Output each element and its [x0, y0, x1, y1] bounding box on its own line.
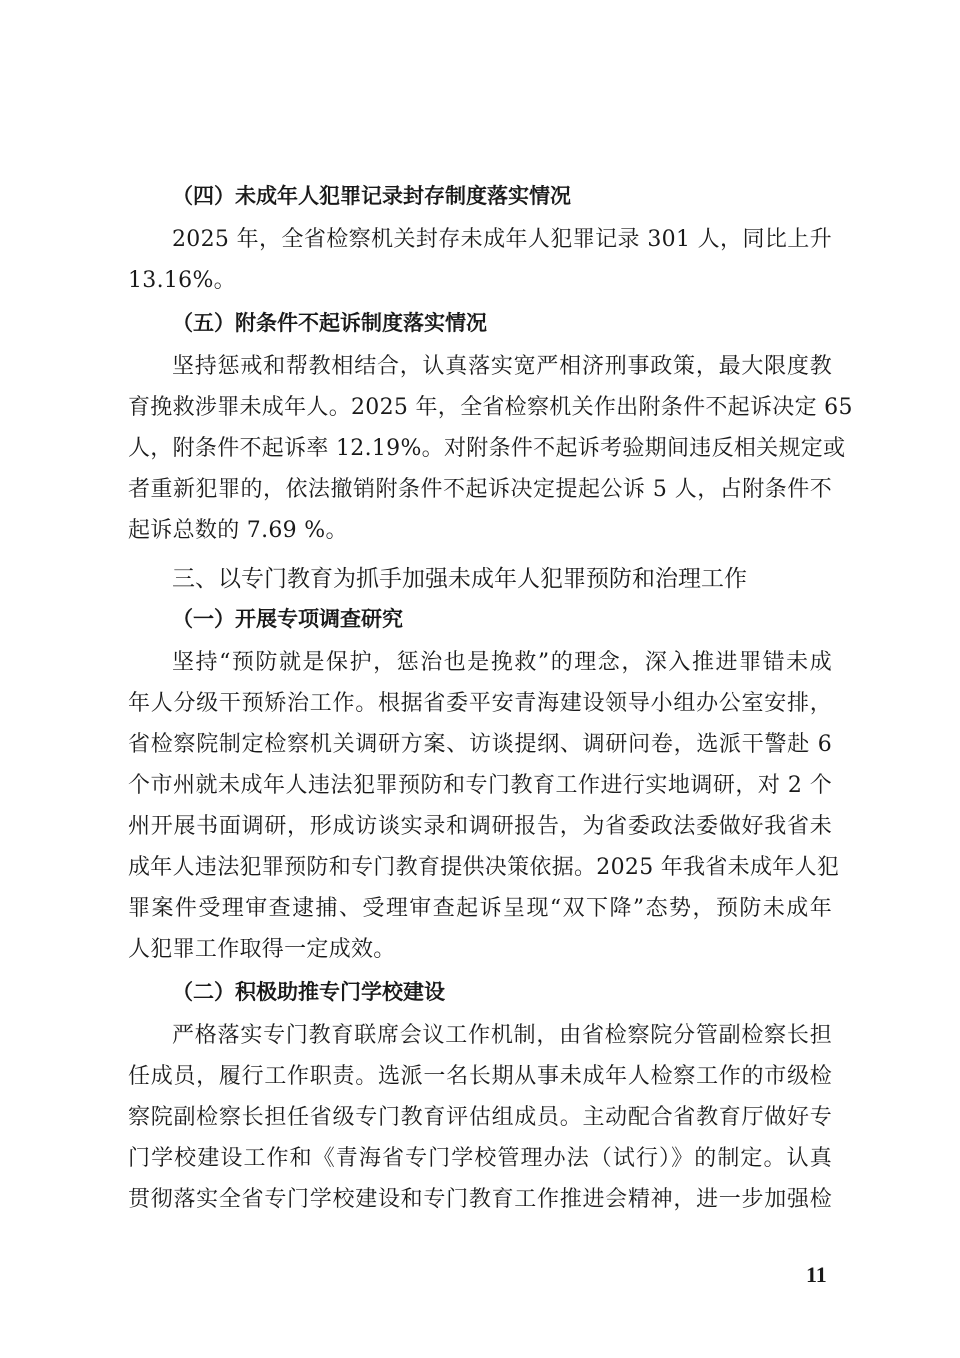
paragraph-line: 严格落实专门教育联席会议工作机制，由省检察院分管副检察长担 — [172, 1023, 832, 1048]
paragraph-line: 13.16%。 — [128, 268, 236, 293]
paragraph-line: 省检察院制定检察机关调研方案、访谈提纲、调研问卷，选派干警赴 6 — [128, 732, 832, 757]
paragraph-line: 2025 年，全省检察机关封存未成年人犯罪记录 301 人，同比上升 — [172, 227, 832, 252]
subsection-heading: （一）开展专项调查研究 — [172, 607, 403, 631]
paragraph-line: 任成员，履行工作职责。选派一名长期从事未成年人检察工作的市级检 — [128, 1064, 832, 1089]
paragraph-line: 育挽救涉罪未成年人。2025 年，全省检察机关作出附条件不起诉决定 65 — [128, 395, 853, 420]
paragraph-line: 贯彻落实全省专门学校建设和专门教育工作推进会精神，进一步加强检 — [128, 1187, 832, 1212]
paragraph — [128, 346, 853, 551]
section-heading: 三、以专门教育为抓手加强未成年人犯罪预防和治理工作 — [172, 566, 747, 592]
paragraph-line: 起诉总数的 7.69 %。 — [128, 518, 348, 543]
subsection-heading: （五）附条件不起诉制度落实情况 — [172, 311, 487, 335]
paragraph-line: 州开展书面调研，形成访谈实录和调研报告，为省委政法委做好我省未 — [128, 814, 832, 839]
paragraph-line: 坚持“预防就是保护，惩治也是挽救”的理念，深入推进罪错未成 — [172, 650, 832, 675]
paragraph — [128, 1015, 832, 1220]
paragraph-line: 年人分级干预矫治工作。根据省委平安青海建设领导小组办公室安排， — [128, 691, 832, 716]
page-content — [128, 176, 853, 1222]
subsection-heading: （二）积极助推专门学校建设 — [172, 980, 445, 1004]
paragraph-line: 坚持惩戒和帮教相结合，认真落实宽严相济刑事政策，最大限度教 — [172, 354, 832, 379]
paragraph — [128, 219, 832, 301]
paragraph-line: 者重新犯罪的，依法撤销附条件不起诉决定提起公诉 5 人，占附条件不 — [128, 477, 832, 502]
subsection-heading: （四）未成年人犯罪记录封存制度落实情况 — [172, 184, 571, 208]
paragraph-line: 人，附条件不起诉率 12.19%。对附条件不起诉考验期间违反相关规定或 — [128, 436, 846, 461]
paragraph-line: 人犯罪工作取得一定成效。 — [128, 937, 396, 962]
page-number: 11 — [806, 1262, 827, 1287]
paragraph-line: 个市州就未成年人违法犯罪预防和专门教育工作进行实地调研，对 2 个 — [128, 773, 832, 798]
paragraph — [128, 642, 840, 970]
paragraph-line: 罪案件受理审查逮捕、受理审查起诉呈现“双下降”态势，预防未成年 — [128, 896, 832, 921]
paragraph-line: 门学校建设工作和《青海省专门学校管理办法（试行）》的制定。认真 — [128, 1146, 832, 1171]
paragraph-line: 成年人违法犯罪预防和专门教育提供决策依据。2025 年我省未成年人犯 — [128, 855, 840, 880]
paragraph-line: 察院副检察长担任省级专门教育评估组成员。主动配合省教育厅做好专 — [128, 1105, 832, 1130]
